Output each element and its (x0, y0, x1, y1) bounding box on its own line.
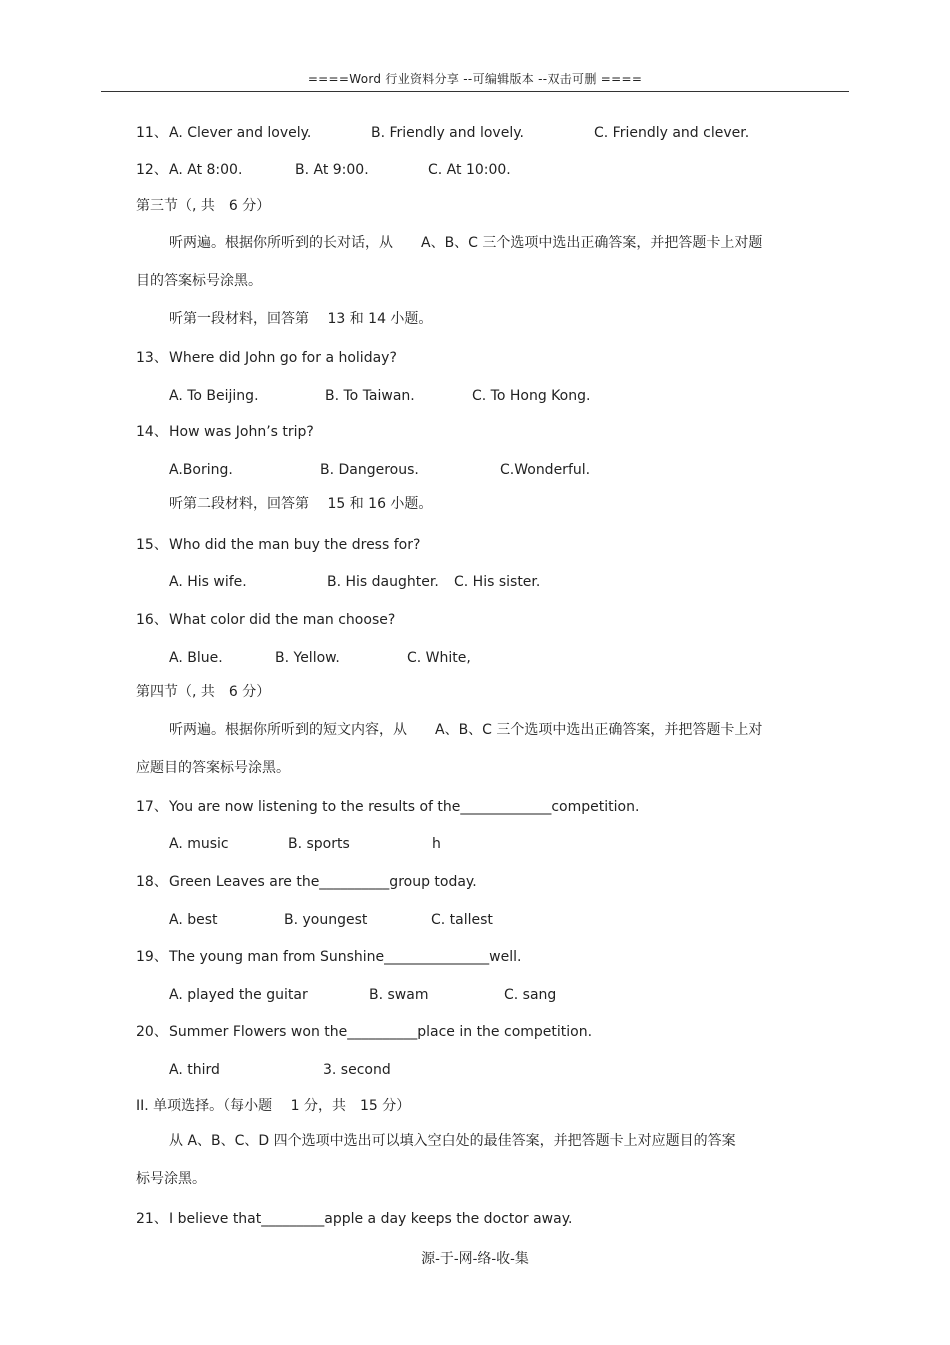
q19-option-a: A. played the guitar (169, 987, 308, 1003)
q20-number: 20、 (136, 1024, 168, 1040)
q19-question: The young man from Sunshine_______________well. (169, 949, 522, 965)
q20-question: Summer Flowers won the__________place in the competition. (169, 1024, 593, 1040)
q14-option-c: C.Wonderful. (500, 462, 591, 478)
part-2-title: II. 单项选择。（每小题 1 分，共 15 分） (136, 1098, 411, 1114)
header-rule (101, 91, 849, 92)
q13-number: 13、 (136, 350, 168, 366)
q16-number: 16、 (136, 612, 168, 628)
q14-question: How was John’s trip? (169, 424, 314, 440)
q11-option-c: C. Friendly and clever. (594, 125, 750, 141)
section-4-title: 第四节（, 共 6 分） (136, 684, 271, 700)
q12-option-b: B. At 9:00. (295, 162, 369, 178)
section-3-instruction-line1: 听两遍。根据你所听到的长对话，从 A、B、C 三个选项中选出正确答案，并把答题卡上对题 (169, 235, 763, 251)
material-2-note: 听第二段材料，回答第 15 和 16 小题。 (169, 496, 433, 512)
q19-option-c: C. sang (504, 987, 557, 1003)
q13-option-a: A. To Beijing. (169, 388, 259, 404)
q14-option-a: A.Boring. (169, 462, 233, 478)
q12-option-a: A. At 8:00. (169, 162, 243, 178)
q13-question: Where did John go for a holiday? (169, 350, 397, 366)
q15-option-a: A. His wife. (169, 574, 247, 590)
section-3-instruction-line2: 目的答案标号涂黑。 (136, 273, 262, 289)
material-1-note: 听第一段材料，回答第 13 和 14 小题。 (169, 311, 433, 327)
q18-option-b: B. youngest (284, 912, 368, 928)
page-footer: 源-于-网-络-收-集 (421, 1251, 529, 1267)
q13-option-c: C. To Hong Kong. (472, 388, 591, 404)
section-4-instruction-line1: 听两遍。根据你所听到的短文内容，从 A、B、C 三个选项中选出正确答案，并把答题卡上对 (169, 722, 763, 738)
q12-number: 12、 (136, 162, 168, 178)
part-2-instruction-line2: 标号涂黑。 (136, 1171, 206, 1187)
q11-option-a: A. Clever and lovely. (169, 125, 312, 141)
q18-option-a: A. best (169, 912, 218, 928)
q16-option-c: C. White, (407, 650, 471, 666)
q16-option-b: B. Yellow. (275, 650, 340, 666)
q16-question: What color did the man choose? (169, 612, 396, 628)
q15-option-b: B. His daughter. (327, 574, 439, 590)
q20-option-b: 3. second (323, 1062, 391, 1078)
q18-number: 18、 (136, 874, 168, 890)
q15-question: Who did the man buy the dress for? (169, 537, 421, 553)
q14-option-b: B. Dangerous. (320, 462, 419, 478)
q13-option-b: B. To Taiwan. (325, 388, 415, 404)
section-4-instruction-line2: 应题目的答案标号涂黑。 (136, 760, 290, 776)
q12-option-c: C. At 10:00. (428, 162, 511, 178)
q17-number: 17、 (136, 799, 168, 815)
q18-question: Green Leaves are the__________group today. (169, 874, 477, 890)
section-3-title: 第三节（, 共 6 分） (136, 198, 271, 214)
q17-question: You are now listening to the results of the_____________competition. (169, 799, 640, 815)
q17-option-a: A. music (169, 836, 229, 852)
q11-number: 11、 (136, 125, 168, 141)
q19-option-b: B. swam (369, 987, 429, 1003)
q14-number: 14、 (136, 424, 168, 440)
q20-option-a: A. third (169, 1062, 220, 1078)
q21-number: 21、 (136, 1211, 168, 1227)
q18-option-c: C. tallest (431, 912, 493, 928)
part-2-instruction-line1: 从 A、B、C、D 四个选项中选出可以填入空白处的最佳答案，并把答题卡上对应题目的答案 (169, 1133, 736, 1149)
q11-option-b: B. Friendly and lovely. (371, 125, 524, 141)
q16-option-a: A. Blue. (169, 650, 223, 666)
q19-number: 19、 (136, 949, 168, 965)
page-header: ====Word 行业资料分享 --可编辑版本 --双击可删 ==== (307, 72, 643, 86)
q17-option-b: B. sports (288, 836, 350, 852)
q15-option-c: C. His sister. (454, 574, 541, 590)
q15-number: 15、 (136, 537, 168, 553)
q21-question: I believe that_________apple a day keeps the doctor away. (169, 1211, 573, 1227)
q17-option-c: h (432, 836, 441, 852)
